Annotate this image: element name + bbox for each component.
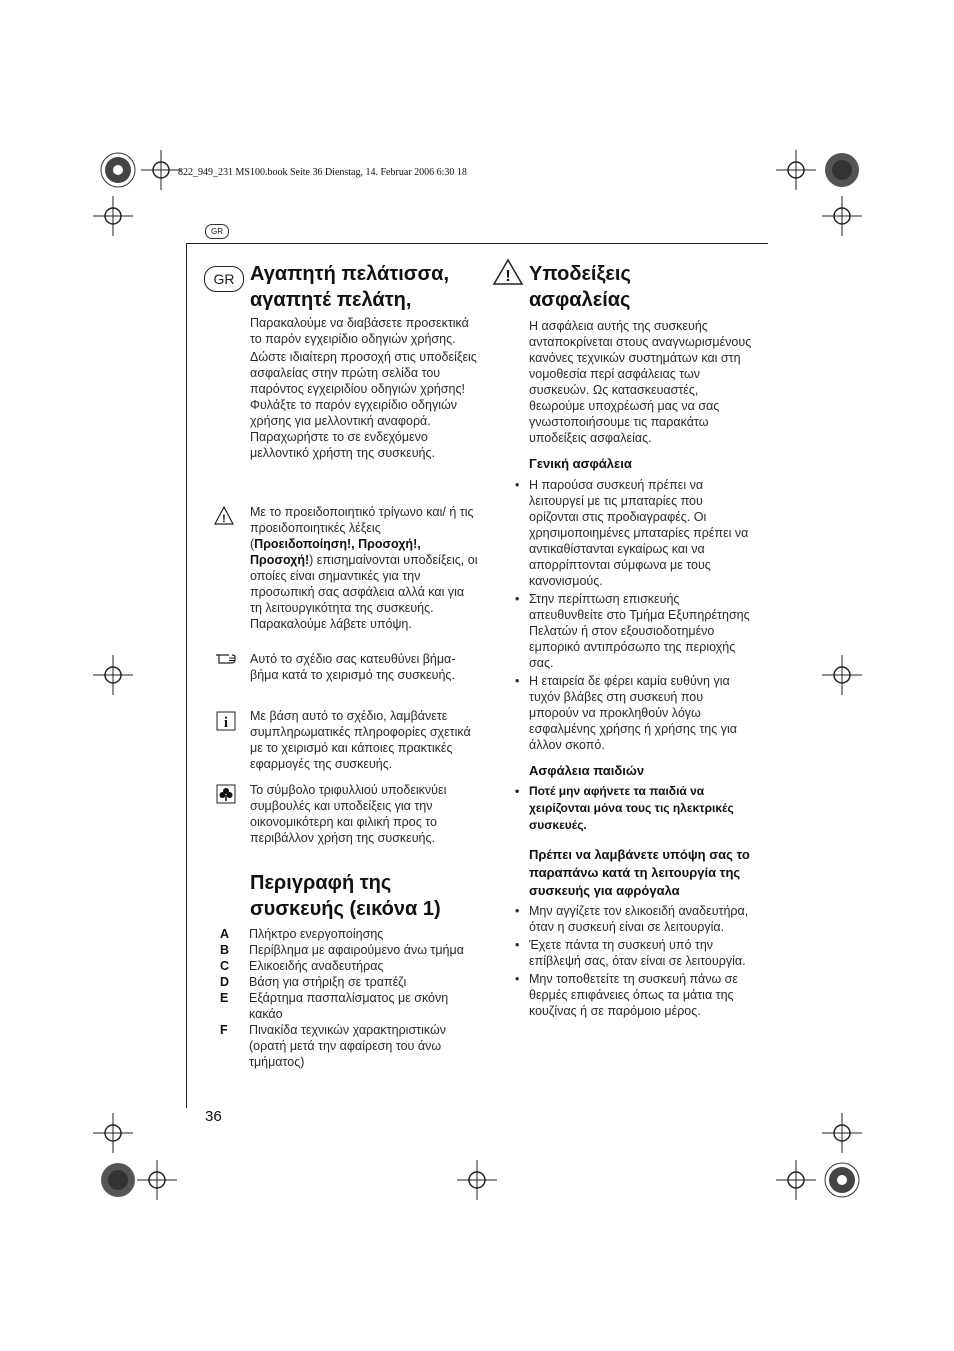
safety-intro: Η ασφάλεια αυτής της συσκευής ανταποκρίνεται στους αναγνωρισμένους κανόνες τεχνικών συστημάτων και στη νομοθεσία περί ασφάλειας των συσκευών. Ως κατασκευαστές, θεωρούμε υποχρέωσή μας να σας γνωστοποιήσουμε τις παρακάτω υποδείξεις ασφαλείας.	[529, 319, 752, 445]
warning-text-post: ) επισημαίνονται υποδείξεις, οι οποίες είναι σημαντικές για την προσωπική σας ασφάλεια αλλά και για τη λειτουργικότητα της συσκευής. Παρακαλούμε λάβετε υπόψη.	[250, 553, 478, 631]
intro-paragraph-2: Δώστε ιδιαίτερη προσοχή στις υποδείξεις ασφαλείας στην πρώτη σελίδα του παρόντος εγχειριδίου οδηγιών χρήσης! Φυλάξτε το παρόν εγχειρίδιο οδηγιών χρήσης για μελλοντική αναφορά. Παραχωρήστε το σε ενδεχόμενο μελλοντικό χρήστη της συσκευής.	[250, 350, 477, 460]
crosshair-mark-icon	[93, 1113, 133, 1153]
safety-title	[529, 261, 759, 313]
warning-text-pre: Με το προειδοποιητικό τρίγωνο και/ ή τις προειδοποιητικές λέξεις (	[250, 505, 474, 551]
greeting-title-line2: αγαπητέ πελάτη,	[250, 289, 412, 311]
clover-explanation: Το σύμβολο τριφυλλιού υποδεικνύει συμβουλές και υποδείξεις για την οικονομικότερη και φιλική προς το περιβάλλον χρήση της συσκευής.	[250, 783, 447, 845]
safety-title-line1: Υποδείξεις	[529, 263, 631, 285]
warning-words: Προειδοποίηση!, Προσοχή!, Προσοχή!	[250, 537, 421, 567]
list-item: • Ποτέ μην αφήνετε τα παιδιά να χειρίζονται μόνα τους τις ηλεκτρικές συσκευές.	[515, 783, 755, 834]
svg-text:i: i	[223, 715, 229, 731]
list-item: A Πλήκτρο ενεργοποίησης	[220, 927, 384, 941]
intro-paragraph-1: Παρακαλούμε να διαβάσετε προσεκτικά το παρόν εγχειρίδιο οδηγιών χρήσης.	[250, 316, 469, 346]
info-icon	[216, 711, 236, 731]
top-rule	[186, 243, 768, 244]
left-margin-rule	[186, 243, 187, 1108]
list-item: C Ελικοειδής αναδευτήρας	[220, 959, 384, 973]
svg-text:!: !	[222, 513, 226, 525]
device-description-title-line1: Περιγραφή της	[250, 872, 392, 894]
operation-notes-heading: Πρέπει να λαμβάνετε υπόψη σας το παραπάνω κατά τη λειτουργία της συσκευής για αφρόγαλα	[529, 847, 750, 898]
list-item: • Μην τοποθετείτε τη συσκευή πάνω σε θερμές επιφάνειες όπως τα μάτια της κουζίνας ή σε παρόμοιο μέρος.	[515, 971, 755, 1019]
info-explanation: Με βάση αυτό το σχέδιο, λαμβάνετε συμπληρωματικές πληροφορίες σχετικά με το χειρισμό και κάποιες πρακτικές εφαρμογές της συσκευής.	[250, 709, 471, 771]
crosshair-mark-icon	[822, 655, 862, 695]
parts-list	[220, 926, 480, 1070]
list-item: F Πινακίδα τεχνικών χαρακτηριστικών (ορατή μετά την αφαίρεση του άνω τμήματος)	[220, 1023, 446, 1069]
list-item: E Εξάρτημα πασπαλίσματος με σκόνη κακάο	[220, 991, 449, 1021]
warning-explanation	[250, 504, 478, 632]
language-badge-small: GR	[205, 224, 229, 239]
safety-section	[515, 318, 755, 1019]
crosshair-mark-icon	[457, 1160, 497, 1200]
crosshair-mark-icon	[93, 655, 133, 695]
warning-triangle-icon	[492, 258, 524, 286]
device-description-title	[250, 870, 490, 922]
crosshair-mark-icon	[93, 196, 133, 236]
greeting-title	[250, 261, 490, 313]
list-item: • Στην περίπτωση επισκευής απευθυνθείτε στο Τμήμα Εξυπηρέτησης Πελατών ή στον εξουσιοδοτημένο εμπορικό αντιπρόσωπο της περιοχής σας.	[515, 591, 755, 671]
safety-title-line2: ασφαλείας	[529, 289, 631, 311]
registration-disc-icon	[822, 1160, 862, 1200]
list-item: • Μην αγγίζετε τον ελικοειδή αναδευτήρα, όταν η συσκευή είναι σε λειτουργία.	[515, 903, 755, 935]
file-info-header: 822_949_231 MS100.book Seite 36 Dienstag, 14. Februar 2006 6:30 18	[178, 167, 467, 178]
registration-disc-icon	[98, 150, 138, 190]
list-item: • Η παρούσα συσκευή πρέπει να λειτουργεί με τις μπαταρίες που ορίζονται στις προδιαγραφές. Οι χρησιμοποιημένες μπαταρίες πρέπει να αντικαθίστανται εγκαίρως και να απορρίπτονται σύμφωνα με τους κανονισμούς.	[515, 477, 755, 589]
intro-block	[250, 315, 478, 461]
greeting-title-line1: Αγαπητή πελάτισσα,	[250, 263, 450, 285]
crosshair-mark-icon	[822, 1113, 862, 1153]
warning-triangle-icon	[213, 505, 235, 527]
clover-icon	[216, 784, 236, 804]
list-item: B Περίβλημα με αφαιρούμενο άνω τμήμα	[220, 943, 464, 957]
crosshair-mark-icon	[776, 150, 816, 190]
general-safety-heading: Γενική ασφάλεια	[529, 456, 632, 471]
device-description-title-line2: συσκευής (εικόνα 1)	[250, 898, 441, 920]
crosshair-mark-icon	[776, 1160, 816, 1200]
step-guide-explanation: Αυτό το σχέδιο σας κατευθύνει βήμα-βήμα κατά το χειρισμό της συσκευής.	[250, 652, 456, 682]
crosshair-mark-icon	[141, 150, 181, 190]
list-item: • Η εταιρεία δε φέρει καμία ευθύνη για τυχόν βλάβες στη συσκευή που μπορούν να προκληθούν λόγω εσφαλμένης χρήσης ή χρήσης της για άλλον σκοπό.	[515, 673, 755, 753]
registration-disc-icon	[98, 1160, 138, 1200]
language-badge: GR	[204, 266, 244, 292]
registration-disc-icon	[822, 150, 862, 190]
crosshair-mark-icon	[822, 196, 862, 236]
pointing-hand-icon	[215, 650, 239, 666]
list-item: D Βάση για στήριξη σε τραπέζι	[220, 975, 407, 989]
svg-text:!: !	[505, 268, 511, 285]
crosshair-mark-icon	[137, 1160, 177, 1200]
page-number: 36	[205, 1108, 222, 1125]
list-item: • Έχετε πάντα τη συσκευή υπό την επίβλεψή σας, όταν είναι σε λειτουργία.	[515, 937, 755, 969]
child-safety-heading: Ασφάλεια παιδιών	[529, 763, 645, 778]
